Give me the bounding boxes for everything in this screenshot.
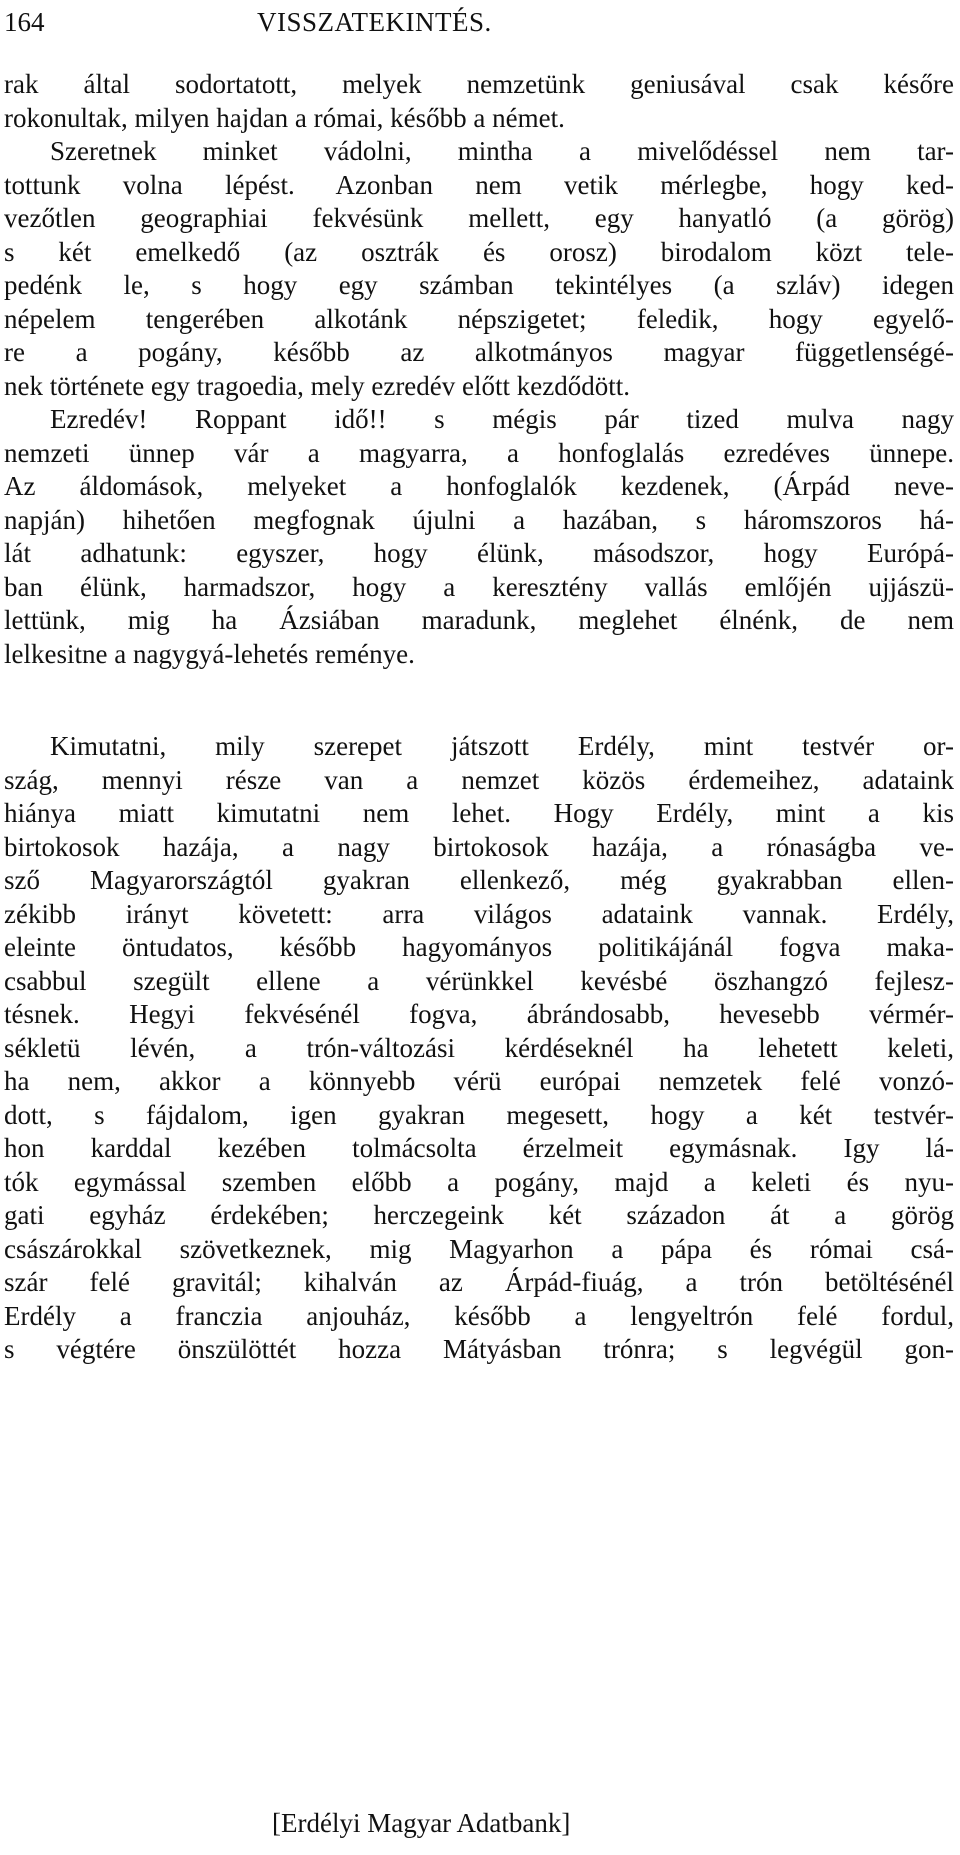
text-block-erdely — [4, 730, 954, 1367]
text-line: ban élünk, harmadszor, hogy a keresztény vallás emlőjén ujjászü- — [4, 571, 954, 602]
text-line: Erdély a franczia anjouház, később a lengyeltrón felé fordul, — [4, 1300, 954, 1331]
text-line: népelem tengerében alkotánk népszigetet; feledik, hogy egyelő- — [4, 303, 954, 334]
text-line: hiánya miatt kimutatni nem lehet. Hogy Erdély, mint a kis — [4, 798, 954, 828]
text-line: s két emelkedő (az osztrák és orosz) birodalom közt tele- — [4, 236, 954, 267]
text-line: szág, mennyi része van a nemzet közös érdemeihez, adataink — [4, 764, 954, 795]
text-line: tésnek. Hegyi fekvésénél fogva, ábrándosabb, hevesebb vérmér- — [4, 999, 954, 1029]
text-line: birtokosok hazája, a nagy birtokosok hazája, a rónaságba ve- — [4, 831, 954, 862]
running-head: VISSZATEKINTÉS. — [257, 7, 492, 37]
text-line: re a pogány, később az alkotmányos magyar függetlenségé- — [4, 337, 954, 367]
text-line: napján) hihetően megfognak újulni a hazában, s háromszoros há- — [4, 504, 954, 535]
text-line: pedénk le, s hogy egy számban tekintélyes (a szláv) idegen — [4, 270, 954, 300]
text-line: rak által sodortatott, melyek nemzetünk geniusával csak későre — [4, 69, 954, 99]
source-footer: [Erdélyi Magyar Adatbank] — [272, 1808, 571, 1838]
text-line: sző Magyarországtól gyakran ellenkező, még gyakrabban ellen- — [4, 865, 954, 895]
text-block-intro — [4, 68, 954, 671]
text-line: nemzeti ünnep vár a magyarra, a honfoglalás ezredéves ünnepe. — [4, 437, 954, 468]
text-line: hon karddal kezében tolmácsolta érzelmeit egymásnak. Igy lá- — [4, 1133, 954, 1163]
text-line: tók egymással szemben előbb a pogány, majd a keleti és nyu- — [4, 1166, 954, 1197]
text-line: sékletü lévén, a trón-változási kérdéseknél ha lehetett keleti, — [4, 1032, 954, 1063]
page-header — [0, 0, 960, 50]
text-line: Kimutatni, mily szerepet játszott Erdély, mint testvér or- — [50, 731, 954, 761]
text-line: Szeretnek minket vádolni, mintha a mivelődéssel nem tar- — [50, 136, 954, 166]
text-line: s végtére önszülöttét hozza Mátyásban trónra; s legvégül gon- — [4, 1334, 954, 1364]
text-line: csabbul szegült ellene a vérünkkel kevésbé öszhangzó fejlesz- — [4, 965, 954, 996]
text-line: Az áldomások, melyeket a honfoglalók kezdenek, (Árpád neve- — [4, 471, 954, 501]
text-line: Ezredév! Roppant idő!! s mégis pár tized mulva nagy — [50, 404, 954, 434]
text-line: nek története egy tragoedia, mely ezredév előtt kezdődött. — [4, 370, 630, 401]
text-line: rokonultak, milyen hajdan a római, később a német. — [4, 102, 565, 133]
page-number: 164 — [4, 7, 45, 37]
text-line: lettünk, mig ha Ázsiában maradunk, meglehet élnénk, de nem — [4, 605, 954, 635]
text-line: ha nem, akkor a könnyebb vérü európai nemzetek felé vonzó- — [4, 1066, 954, 1096]
text-line: szár felé gravitál; kihalván az Árpád-fiuág, a trón betöltésénél — [4, 1267, 954, 1297]
text-line: tottunk volna lépést. Azonban nem vetik mérlegbe, hogy ked- — [4, 169, 954, 200]
text-line: császárokkal szövetkeznek, mig Magyarhon a pápa és római csá- — [4, 1233, 954, 1264]
text-line: lelkesitne a nagygyá-lehetés reménye. — [4, 638, 415, 669]
text-line: vezőtlen geographiai fekvésünk mellett, egy hanyatló (a görög) — [4, 203, 954, 233]
text-line: gati egyház érdekében; herczegeink két századon át a görög — [4, 1200, 954, 1230]
text-line: lát adhatunk: egyszer, hogy élünk, másodszor, hogy Európá- — [4, 538, 954, 568]
text-line: zékibb irányt követett: arra világos adataink vannak. Erdély, — [4, 898, 954, 929]
text-line: eleinte öntudatos, később hagyományos politikájánál fogva maka- — [4, 932, 954, 962]
text-line: dott, s fájdalom, igen gyakran megesett, hogy a két testvér- — [4, 1099, 954, 1130]
